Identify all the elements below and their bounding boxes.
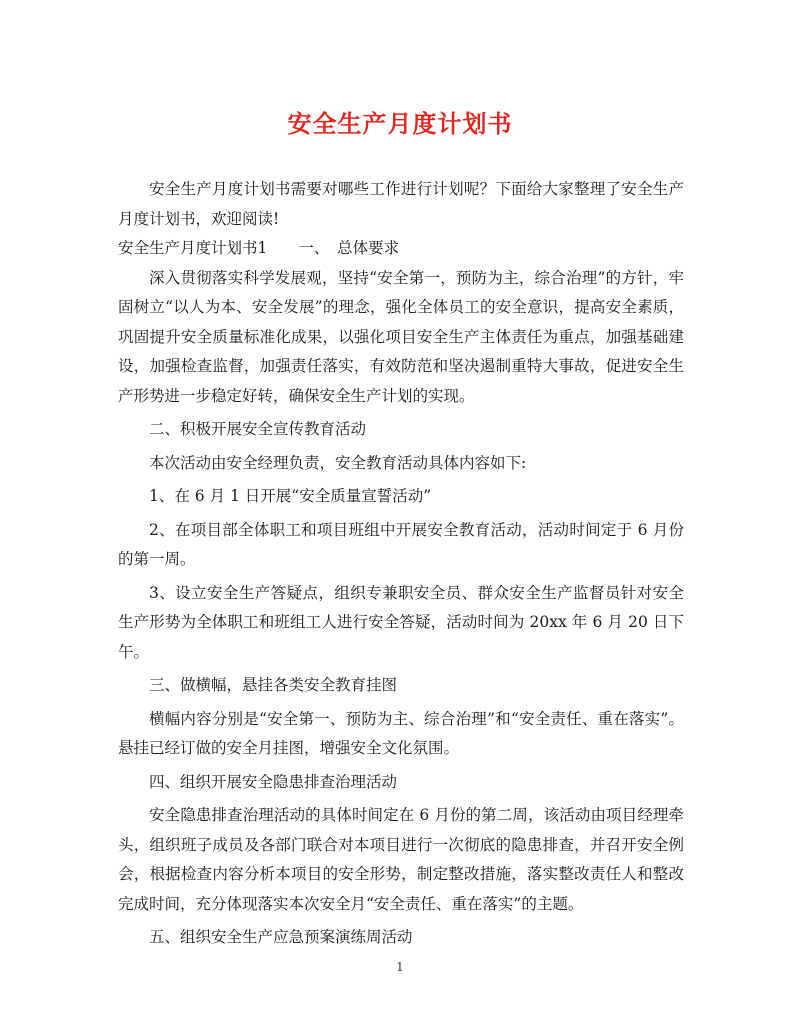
list-item-2: 2、在项目部全体职工和项目班组中开展安全教育活动，活动时间定于 6 月份的第一周。 <box>118 520 684 568</box>
paragraph-banners: 横幅内容分别是“安全第一、预防为主、综合治理”和“安全责任、重在落实”。悬挂已经订做的安全月挂图，增强安全文化氛围。 <box>118 709 684 757</box>
heading-education: 二、积极开展安全宣传教育活动 <box>149 420 367 438</box>
heading-hazard-check: 四、组织开展安全隐患排查治理活动 <box>149 772 398 791</box>
list-item-3: 3、设立安全生产答疑点，组织专兼职安全员、群众安全生产监督员针对安全生产形势为全体职工和班组工人进行安全答疑，活动时间为 20xx 年 6 月 20 日下午。 <box>118 583 684 661</box>
page-number: 1 <box>396 960 404 974</box>
section-heading: 安全生产月度计划书1 一、 总体要求 <box>118 239 400 257</box>
heading-emergency-drill: 五、组织安全生产应急预案演练周活动 <box>149 928 413 946</box>
paragraph-hazard-check: 安全隐患排查治理活动的具体时间定在 6 月份的第二周，该活动由项目经理牵头，组织班子成员及各部门联合对本项目进行一次彻底的隐患排查，并召开安全例会，根据检查内容分析本项目的安全形势，制定整改措施，落实整改责任人和整改完成时间，充分体现落实本次安全月“安全责任、重在落实”的主题。 <box>118 806 684 913</box>
heading-banners: 三、做横幅，悬挂各类安全教育挂图 <box>149 676 398 694</box>
document-title: 安全生产月度计划书 <box>287 109 513 138</box>
list-item-1: 1、在 6 月 1 日开展“安全质量宣誓活动” <box>149 487 432 505</box>
paragraph-principles: 深入贯彻落实科学发展观，坚持“安全第一，预防为主，综合治理”的方针，牢固树立“以人为本、安全发展”的理念，强化全体员工的安全意识，提高安全素质，巩固提升安全质量标准化成果，以强化项目安全生产主体责任为重点，加强基础建设，加强检查监督，加强责任落实，有效防范和坚决遏制重特大事故，促进安全生产形势进一步稳定好转，确保安全生产计划的实现。 <box>118 268 684 405</box>
intro-paragraph: 安全生产月度计划书需要对哪些工作进行计划呢？下面给大家整理了安全生产月度计划书，欢迎阅读! <box>118 180 684 228</box>
document-body <box>118 175 684 953</box>
paragraph-education-intro: 本次活动由安全经理负责，安全教育活动具体内容如下: <box>149 453 527 472</box>
